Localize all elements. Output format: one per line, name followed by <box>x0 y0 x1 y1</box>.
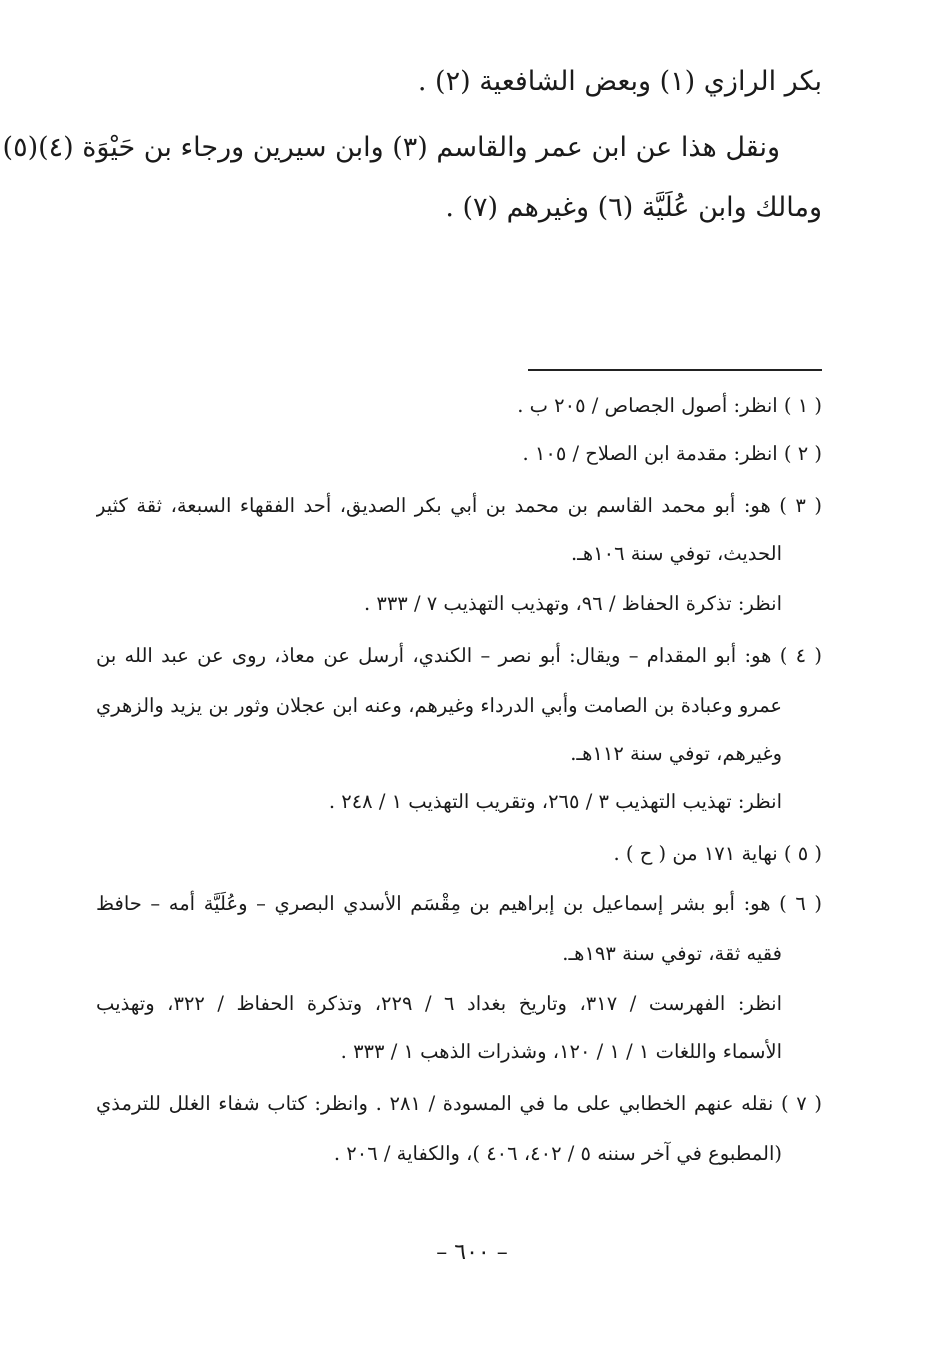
main-text-line-1: بكر الرازي (١) وبعض الشافعية (٢) . <box>417 66 822 97</box>
footnote-4-line-3: وغيرهم، توفي سنة ١١٢هـ. <box>570 742 782 765</box>
footnote-6-line-1: ( ٦ ) هو: أبو بشر إسماعيل بن إبراهيم بن مِقْسَم الأسدي البصري – وعُلَيَّة أمه – حافظ <box>96 892 822 915</box>
footnote-3-references: انظر: تذكرة الحفاظ / ٩٦، وتهذيب التهذيب ٧ / ٣٣٣ . <box>363 592 782 615</box>
footnote-2: ( ٢ ) انظر: مقدمة ابن الصلاح / ١٠٥ . <box>522 442 822 465</box>
footnote-4-line-1: ( ٤ ) هو: أبو المقدام – ويقال: أبو نصر – الكندي، أرسل عن معاذ، روى عن عبد الله بن <box>96 644 822 667</box>
main-text-line-3: ومالك وابن عُلَيَّة (٦) وغيرهم (٧) . <box>445 192 822 223</box>
footnote-5: ( ٥ ) نهاية ١٧١ من ( ح ) . <box>613 842 822 865</box>
footnote-separator <box>528 369 822 371</box>
footnote-6-references-1: انظر: الفهرست / ٣١٧، وتاريخ بغداد ٦ / ٢٢٩، وتذكرة الحفاظ / ٣٢٢، وتهذيب <box>96 992 782 1015</box>
footnote-7-line-1: ( ٧ ) نقله عنهم الخطابي على ما في المسودة / ٢٨١ . وانظر: كتاب شفاء الغلل للترمذي <box>96 1092 822 1115</box>
footnote-7-line-2: (المطبوع في آخر سننه ٥ / ٤٠٢، ٤٠٦ )، والكفاية / ٢٠٦ . <box>333 1142 782 1165</box>
page-number: – ٦٠٠ – <box>436 1240 508 1265</box>
footnote-4-references: انظر: تهذيب التهذيب ٣ / ٢٦٥، وتقريب التهذيب ١ / ٢٤٨ . <box>328 790 782 813</box>
footnote-4-line-2: عمرو وعبادة بن الصامت وأبي الدرداء وغيرهم، وعنه ابن عجلان وثور بن يزيد والزهري <box>96 694 782 717</box>
main-text-line-2: ونقل هذا عن ابن عمر والقاسم (٣) وابن سيرين ورجاء بن حَيْوَة (٤)(٥) <box>2 132 780 163</box>
footnote-3-line-2: الحديث، توفي سنة ١٠٦هـ. <box>570 542 782 565</box>
footnote-3-line-1: ( ٣ ) هو: أبو محمد القاسم بن محمد بن أبي بكر الصديق، أحد الفقهاء السبعة، ثقة كثير <box>96 494 822 517</box>
footnote-6-line-2: فقيه ثقة، توفي سنة ١٩٣هـ. <box>562 942 782 965</box>
footnote-1: ( ١ ) انظر: أصول الجصاص / ٢٠٥ ب . <box>517 394 822 417</box>
footnote-6-references-2: الأسماء واللغات ١ / ١ / ١٢٠، وشذرات الذهب ١ / ٣٣٣ . <box>340 1040 782 1063</box>
